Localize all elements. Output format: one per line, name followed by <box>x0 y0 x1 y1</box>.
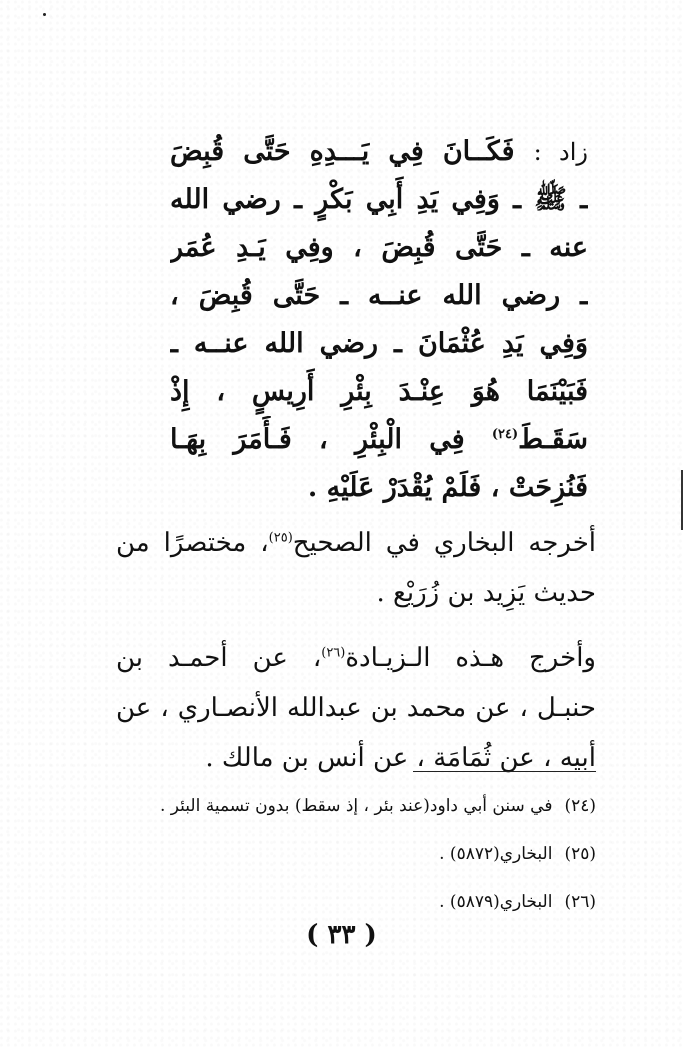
footnote-number: (٢٦) <box>564 892 596 912</box>
footnote-number: (٢٥) <box>564 844 596 864</box>
scan-speck <box>43 13 46 16</box>
paragraph-line: وأخرج هـذه الـزيـادة$^{(٢٦)}$، عن أحمـد بن <box>116 643 596 673</box>
footnote-ref-24: (٢٤) <box>491 427 519 442</box>
hadith-line-7: سَقَـطَ$^{(٢٤)}$ فِي الْبِئْرِ ، فَـأَمَرَ بِهَـا <box>170 424 588 455</box>
paragraph-line: أخرجه البخاري في الصحيح$^{(٢٥)}$، مختصرًا من <box>116 528 596 558</box>
footnotes <box>110 786 596 930</box>
hadith-text-block <box>170 128 588 512</box>
footnote-ref-25: (٢٥) <box>268 530 293 546</box>
paragraph-line: حديث يَزِيد بن زُرَيْع . <box>376 578 596 608</box>
footnote-25 <box>110 834 596 882</box>
hadith-line-8: فَنُزِحَتْ ، فَلَمْ يُقْدَرْ عَلَيْهِ . <box>307 472 588 503</box>
footnote-text: البخاري(٥٨٧٢) . <box>439 844 553 864</box>
hadith-line-3: عنه ـ حَتَّى قُبِضَ ، وفِي يَـدِ عُمَر <box>170 232 588 263</box>
hadith-line-1: زاد : فَكَــانَ فِي يَـــدِهِ حَتَّى قُبِضَ <box>170 136 588 167</box>
footnote-text: البخاري(٥٨٧٩) . <box>439 892 553 912</box>
hadith-line-6: فَبَيْنَمَا هُوَ عِنْـدَ بِئْرِ أَرِيسٍ ، إِذْ <box>170 376 588 407</box>
hadith-line-4: ـ رضي الله عنــه ـ حَتَّى قُبِضَ ، <box>170 280 588 311</box>
paragraph-line: حنبـل ، عن محمد بن عبدالله الأنصـاري ، عن <box>116 693 596 723</box>
footnote-24 <box>110 786 596 834</box>
footnote-number: (٢٤) <box>564 796 596 816</box>
hadith-line-5: وَفِي يَدِ عُثْمَانَ ـ رضي الله عنــه ـ <box>170 328 588 359</box>
footnote-text: في سنن أبي داود(عند بئر ، إذ سقط) بدون تسمية البئر . <box>159 796 553 816</box>
hadith-line-2: ـ ﷺ ـ وَفِي يَدِ أَبِي بَكْرٍ ـ رضي الله <box>170 184 588 215</box>
page-number: ( ٣٣ ) <box>306 920 377 950</box>
paragraph-takhrij-bukhari <box>116 518 596 618</box>
paragraph-line: أبيه ، عن ثُمَامَة ، عن أنس بن مالك . <box>205 743 596 773</box>
footnote-ref-26: (٢٦) <box>321 645 346 661</box>
footnote-separator <box>413 771 596 772</box>
paragraph-takhrij-ziyada <box>116 633 596 783</box>
